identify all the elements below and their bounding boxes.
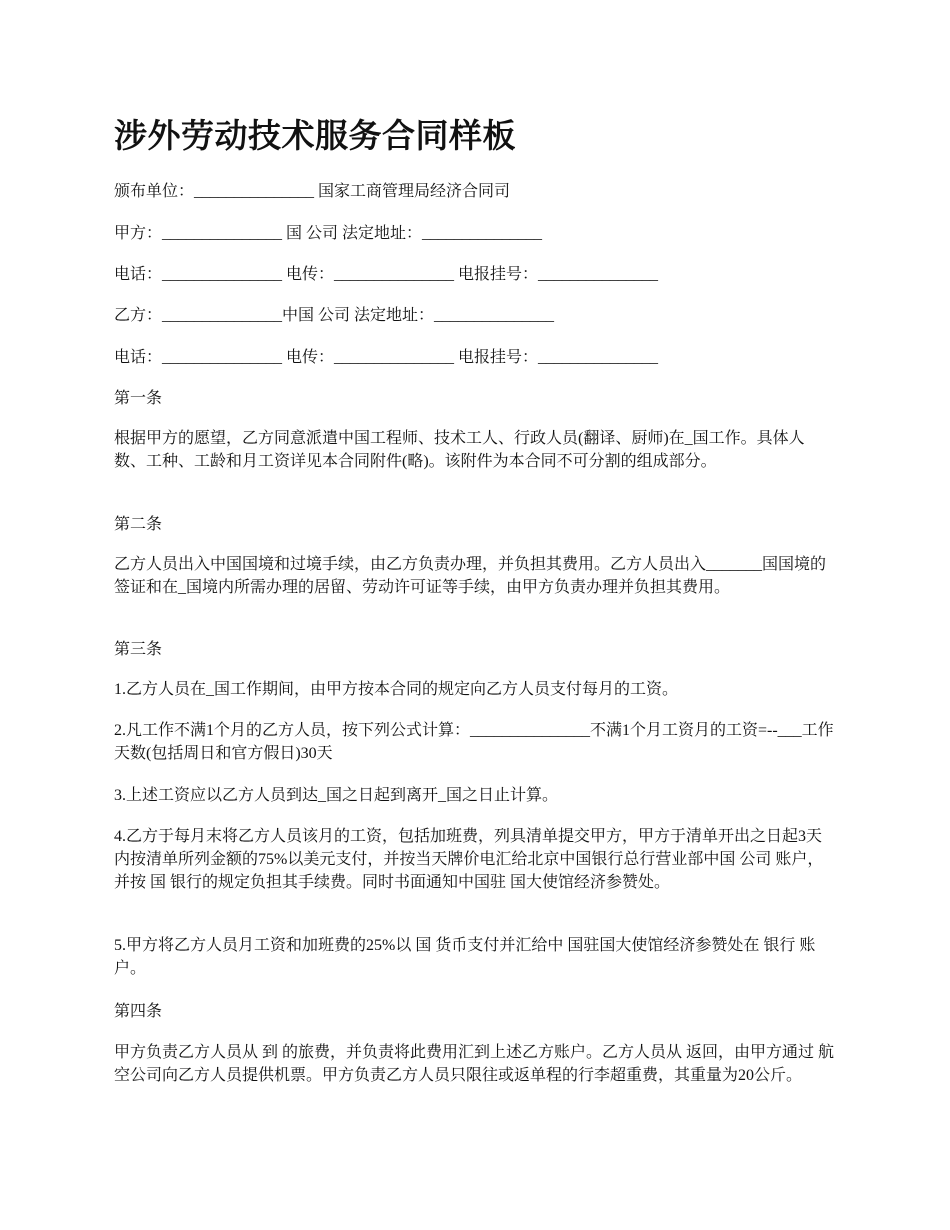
party-a-contact-line: 电话：_______________ 电传：_______________ 电报挂号：_______________ — [114, 266, 659, 283]
article-3-item-4: 4.乙方于每月末将乙方人员该月的工资，包括加班费，列具清单提交甲方，甲方于清单开出之日起3天内按清单所列金额的75%以美元支付，并按当天牌价电汇给北京中国银行总行营业部中国 公司 账户，并按 国 银行的规定负担其手续费。同时书面通知中国驻 国大使馆经济参赞处。 — [114, 828, 824, 891]
article-3-item-5: 5.甲方将乙方人员月工资和加班费的25%以 国 货币支付并汇给中 国驻国大使馆经济参赞处在 银行 账户。 — [114, 937, 816, 977]
article-1-heading: 第一条 — [114, 390, 163, 407]
article-3-item-2: 2.凡工作不满1个月的乙方人员，按下列公式计算：_______________不满1个月工资月的工资=--___工作天数(包括周日和官方假日)30天 — [114, 722, 834, 762]
article-2-heading: 第二条 — [114, 516, 163, 533]
article-3-heading: 第三条 — [114, 641, 163, 658]
article-2-text: 乙方人员出入中国国境和过境手续，由乙方负责办理，并负担其费用。乙方人员出入_______国国境的签证和在_国境内所需办理的居留、劳动许可证等手续，由甲方负责办理并负担其费用。 — [114, 556, 827, 596]
party-a-line: 甲方：_______________ 国 公司 法定地址：_______________ — [114, 225, 543, 242]
article-1-text: 根据甲方的愿望，乙方同意派遣中国工程师、技术工人、行政人员(翻译、厨师)在_国工作。具体人数、工种、工龄和月工资详见本合同附件(略)。该附件为本合同不可分割的组成部分。 — [114, 430, 805, 470]
issuer-line: 颁布单位：_______________ 国家工商管理局经济合同司 — [114, 183, 511, 200]
party-b-contact-line: 电话：_______________ 电传：_______________ 电报挂号：_______________ — [114, 349, 659, 366]
article-3-item-3: 3.上述工资应以乙方人员到达_国之日起到离开_国之日止计算。 — [114, 787, 559, 804]
article-4-heading: 第四条 — [114, 1003, 163, 1020]
article-3-item-1: 1.乙方人员在_国工作期间，由甲方按本合同的规定向乙方人员支付每月的工资。 — [114, 681, 679, 698]
party-b-line: 乙方：_______________中国 公司 法定地址：_______________ — [114, 307, 555, 324]
document-title: 涉外劳动技术服务合同样板 — [114, 116, 516, 155]
article-4-text: 甲方负责乙方人员从 到 的旅费，并负责将此费用汇到上述乙方账户。乙方人员从 返回，由甲方通过 航空公司向乙方人员提供机票。甲方负责乙方人员只限往或返单程的行李超重费，其重量为20公斤。 — [114, 1044, 835, 1084]
